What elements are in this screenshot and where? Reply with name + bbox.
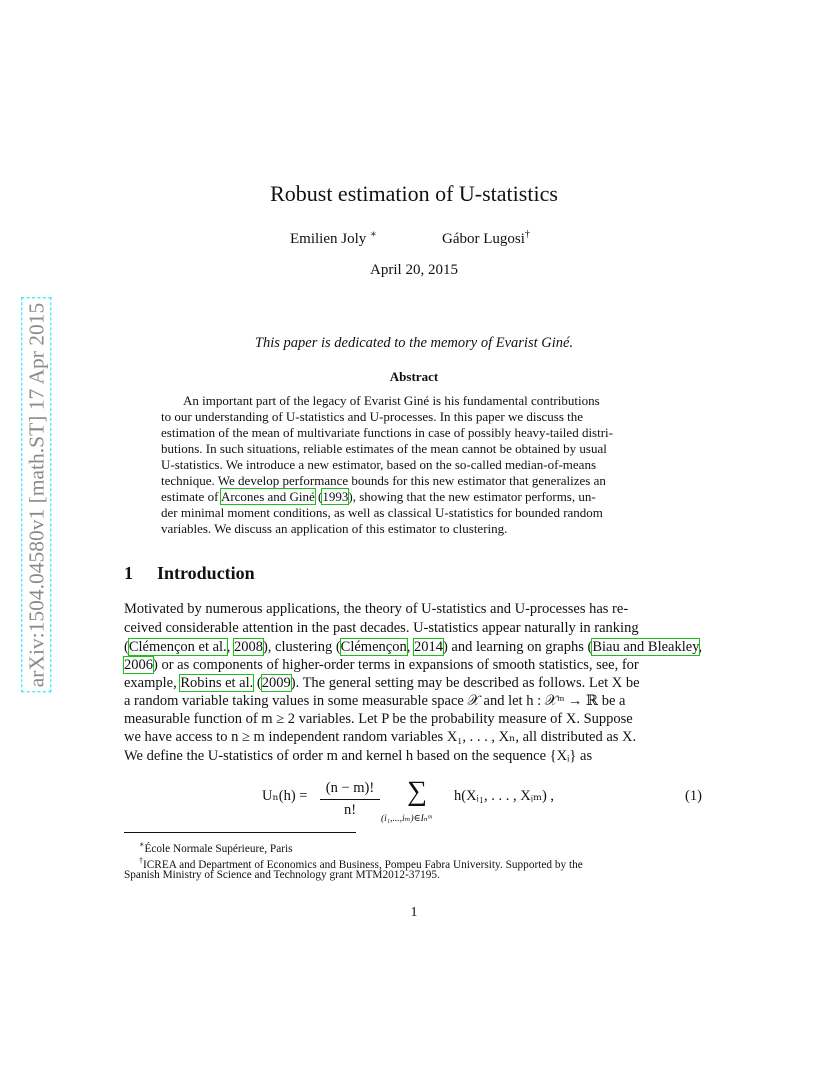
footnote-mark: ∗ bbox=[139, 840, 145, 849]
abstract-line: variables. We discuss an application of this estimator to clustering. bbox=[161, 521, 508, 536]
body-line: measurable function of m ≥ 2 variables. Let P be the probability measure of X. Suppose bbox=[124, 711, 633, 727]
abstract-line: der minimal moment conditions, as well as classical U-statistics for bounded random bbox=[161, 505, 603, 520]
summation-symbol: ∑ bbox=[407, 776, 427, 807]
abstract-heading: Abstract bbox=[389, 369, 439, 384]
abstract-line: U-statistics. We introduce a new estimator, based on the so-called median-of-means bbox=[161, 457, 596, 472]
abstract-line-with-citation bbox=[161, 489, 668, 505]
text: , bbox=[698, 639, 703, 655]
text: ). The general setting may be described as follows. Let X be bbox=[290, 675, 640, 691]
summation-index: (i₁,...,iₘ)∈Iₙᵐ bbox=[381, 814, 432, 824]
fraction-numerator: (n − m)! bbox=[320, 780, 380, 800]
footnote-rule bbox=[124, 832, 356, 833]
fraction-denominator: n! bbox=[343, 802, 357, 818]
author-footnote-mark[interactable]: † bbox=[524, 229, 530, 240]
text: estimate of bbox=[161, 489, 221, 504]
author-1 bbox=[290, 229, 377, 248]
author-footnote-mark[interactable]: ∗ bbox=[370, 229, 377, 240]
text: ) or as components of higher-order terms in expansions of smooth statistics, see, for bbox=[153, 657, 639, 673]
citation-year-link[interactable]: 2008 bbox=[233, 639, 263, 655]
equation-rhs: h(Xᵢ₁, . . . , Xᵢₘ) , bbox=[454, 788, 555, 804]
equation-fraction bbox=[320, 780, 380, 819]
abstract-line: technique. We develop performance bounds for this new estimator that generalizes an bbox=[161, 473, 606, 488]
text: ( bbox=[124, 639, 129, 655]
paper-date: April 20, 2015 bbox=[370, 262, 458, 278]
citation-year-link[interactable]: 2006 bbox=[124, 657, 153, 673]
body-line: Motivated by numerous applications, the theory of U-statistics and U-processes has re- bbox=[124, 601, 629, 617]
equation-number: (1) bbox=[685, 788, 702, 804]
footnote-mark: † bbox=[139, 856, 143, 865]
text: example, bbox=[124, 675, 181, 691]
citation-year-link[interactable]: 2014 bbox=[413, 639, 443, 655]
citation-year-link[interactable]: 1993 bbox=[322, 489, 349, 504]
body-line: ceived considerable attention in the past decades. U-statistics appear naturally in ranking bbox=[124, 620, 639, 636]
body-line-with-citations bbox=[124, 638, 704, 656]
body-line: we have access to n ≥ m independent random variables X₁, . . . , Xₙ, all distributed as X. bbox=[124, 729, 637, 745]
section-heading bbox=[124, 563, 255, 584]
author-name: Gábor Lugosi bbox=[442, 231, 525, 247]
arxiv-side-stamp bbox=[20, 240, 52, 750]
equation-lhs: Uₙ(h) = bbox=[262, 788, 308, 804]
dedication: This paper is dedicated to the memory of Evarist Giné. bbox=[254, 335, 574, 351]
author-2 bbox=[442, 229, 530, 248]
abstract-line: An important part of the legacy of Evarist Giné is his fundamental contributions bbox=[183, 393, 600, 408]
body-line: We define the U-statistics of order m and kernel h based on the sequence {Xᵢ} as bbox=[124, 748, 593, 764]
citation-year-link[interactable]: 2009 bbox=[261, 675, 291, 691]
text: ) and learning on graphs ( bbox=[442, 639, 593, 655]
body-line: a random variable taking values in some measurable space 𝒳 and let h : 𝒳ᵐ → ℝ be a bbox=[124, 693, 626, 709]
text: ( bbox=[314, 489, 323, 504]
section-title: Introduction bbox=[157, 563, 255, 583]
author-name: Emilien Joly bbox=[290, 231, 367, 247]
citation-link[interactable]: Robins et al. bbox=[180, 675, 254, 691]
text: ), showing that the new estimator performs, un- bbox=[348, 489, 596, 504]
body-line-with-citation bbox=[124, 674, 704, 692]
citation-link[interactable]: Clémençon et al. bbox=[128, 639, 227, 655]
abstract-line: butions. In such situations, reliable estimates of the mean cannot be obtained by usual bbox=[161, 441, 607, 456]
body-line-with-citation bbox=[124, 656, 704, 674]
citation-link[interactable]: Biau and Bleakley bbox=[592, 639, 699, 655]
arxiv-identifier-link[interactable]: arXiv:1504.04580v1 [math.ST] 17 Apr 2015 bbox=[21, 298, 51, 693]
section-number: 1 bbox=[124, 563, 133, 583]
footnote-text: ICREA and Department of Economics and Business, Pompeu Fabra University. Supported by the bbox=[143, 858, 583, 871]
text: , bbox=[406, 639, 414, 655]
abstract-line: to our understanding of U-statistics and U-processes. In this paper we discuss the bbox=[161, 409, 584, 424]
paper-title: Robust estimation of U-statistics bbox=[270, 181, 558, 206]
citation-link[interactable]: Clémençon bbox=[340, 639, 407, 655]
citation-link[interactable]: Arcones and Giné bbox=[220, 489, 315, 504]
page-number: 1 bbox=[410, 905, 418, 920]
footnote-2-continued: Spanish Ministry of Science and Technology grant MTM2012-37195. bbox=[124, 869, 440, 881]
footnote-text: École Normale Supérieure, Paris bbox=[144, 842, 293, 855]
text: ), clustering ( bbox=[262, 639, 341, 655]
text: ( bbox=[253, 675, 262, 691]
text: , bbox=[226, 639, 234, 655]
abstract-line: estimation of the mean of multivariate functions in case of possibly heavy-tailed distri- bbox=[161, 425, 613, 440]
